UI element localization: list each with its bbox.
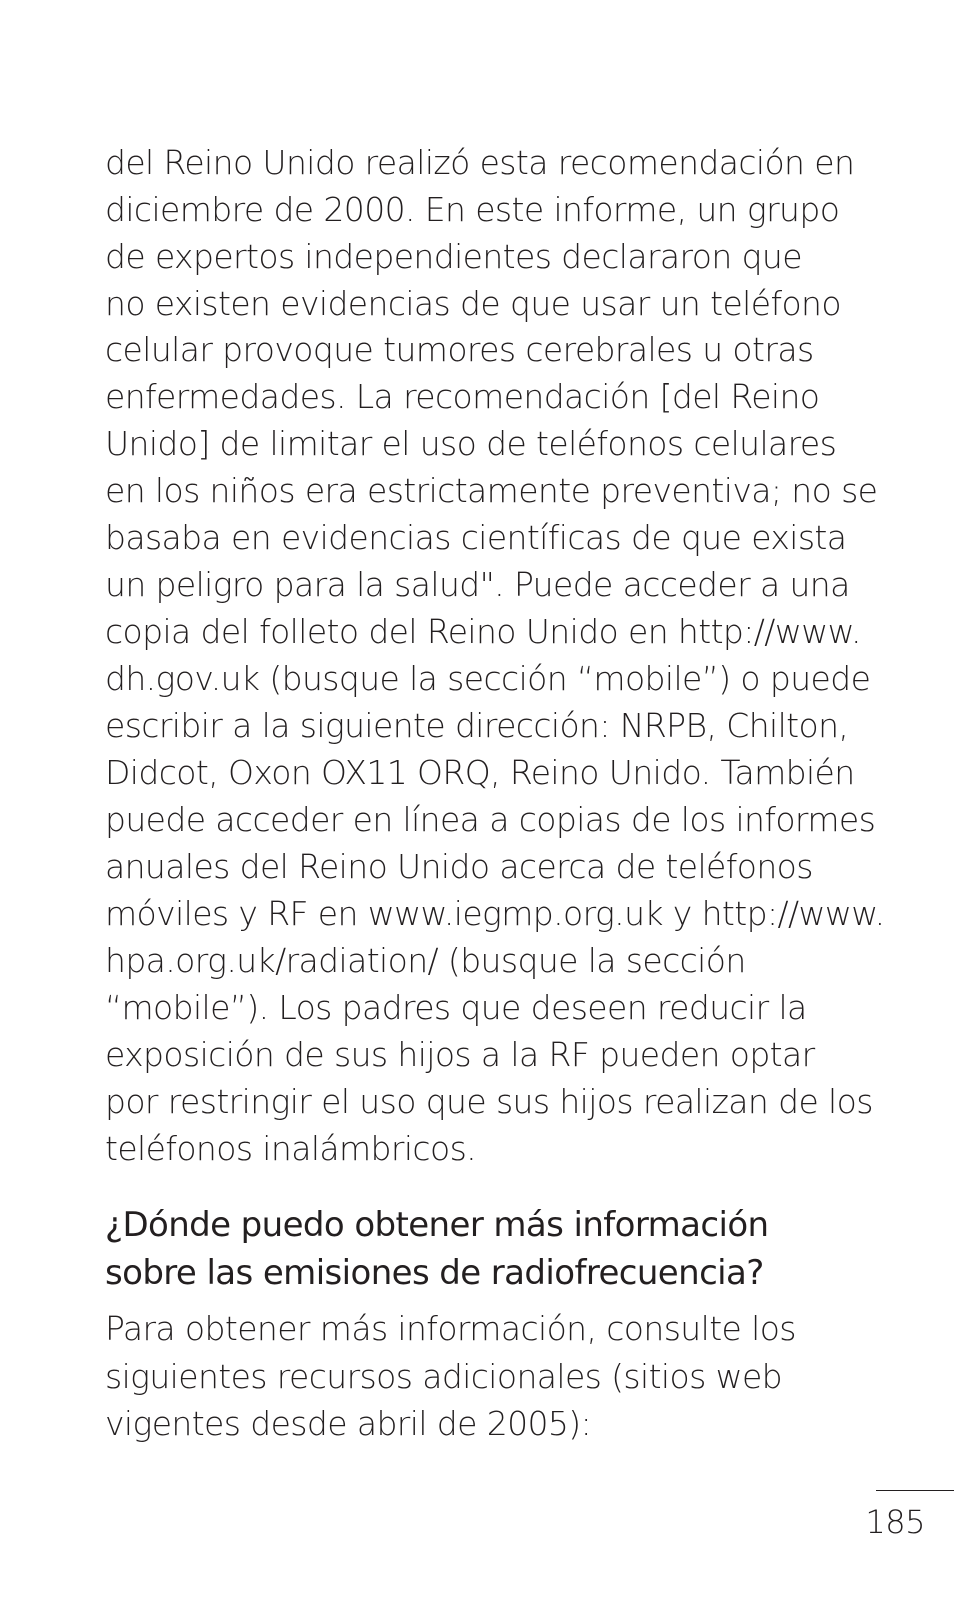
paragraph-line: celular provoque tumores cerebrales u otras [105,330,814,369]
paragraph-line: siguientes recursos adicionales (sitios web [105,1357,783,1396]
heading-line: sobre las emisiones de radiofrecuencia? [105,1253,764,1293]
heading-line: ¿Dónde puedo obtener más información [105,1205,769,1245]
paragraph-line: Para obtener más información, consulte los [105,1309,796,1348]
paragraph-line: escribir a la siguiente dirección: NRPB, Chilton, [105,706,849,745]
paragraph-line: basaba en evidencias científicas de que exista [105,518,847,557]
paragraph-line: del Reino Unido realizó esta recomendación en [105,143,855,182]
paragraph-line: móviles y RF en www.iegmp.org.uk y http://www. [105,894,885,933]
paragraph-line: de expertos independientes declararon que [105,237,802,276]
paragraph-line: Didcot, Oxon OX11 ORQ, Reino Unido. También [105,753,855,792]
paragraph-line: por restringir el uso que sus hijos realizan de los [105,1082,873,1121]
paragraph-line: un peligro para la salud". Puede acceder a una [105,565,850,604]
paragraph-line: puede acceder en línea a copias de los informes [105,800,876,839]
paragraph-line: teléfonos inalámbricos. [105,1129,477,1168]
paragraph-line: exposición de sus hijos a la RF pueden optar [105,1035,815,1074]
paragraph-line: en los niños era estrictamente preventiva; no se [105,471,878,510]
paragraph-line: enfermedades. La recomendación [del Reino [105,377,820,416]
page-number: 185 [865,1503,925,1541]
paragraph-line: vigentes desde abril de 2005): [105,1404,592,1443]
paragraph-line: diciembre de 2000. En este informe, un grupo [105,190,840,229]
paragraph-line: hpa.org.uk/radiation/ (busque la sección [105,941,746,980]
paragraph-line: dh.gov.uk (busque la sección “mobile”) o puede [105,659,871,698]
paragraph-line: Unido] de limitar el uso de teléfonos celulares [105,424,837,463]
paragraph-line: no existen evidencias de que usar un teléfono [105,284,841,323]
paragraph-line: copia del folleto del Reino Unido en http://www. [105,612,861,651]
page-number-rule [876,1490,954,1491]
paragraph-line: anuales del Reino Unido acerca de teléfonos [105,847,813,886]
paragraph-line: “mobile”). Los padres que deseen reducir la [105,988,807,1027]
